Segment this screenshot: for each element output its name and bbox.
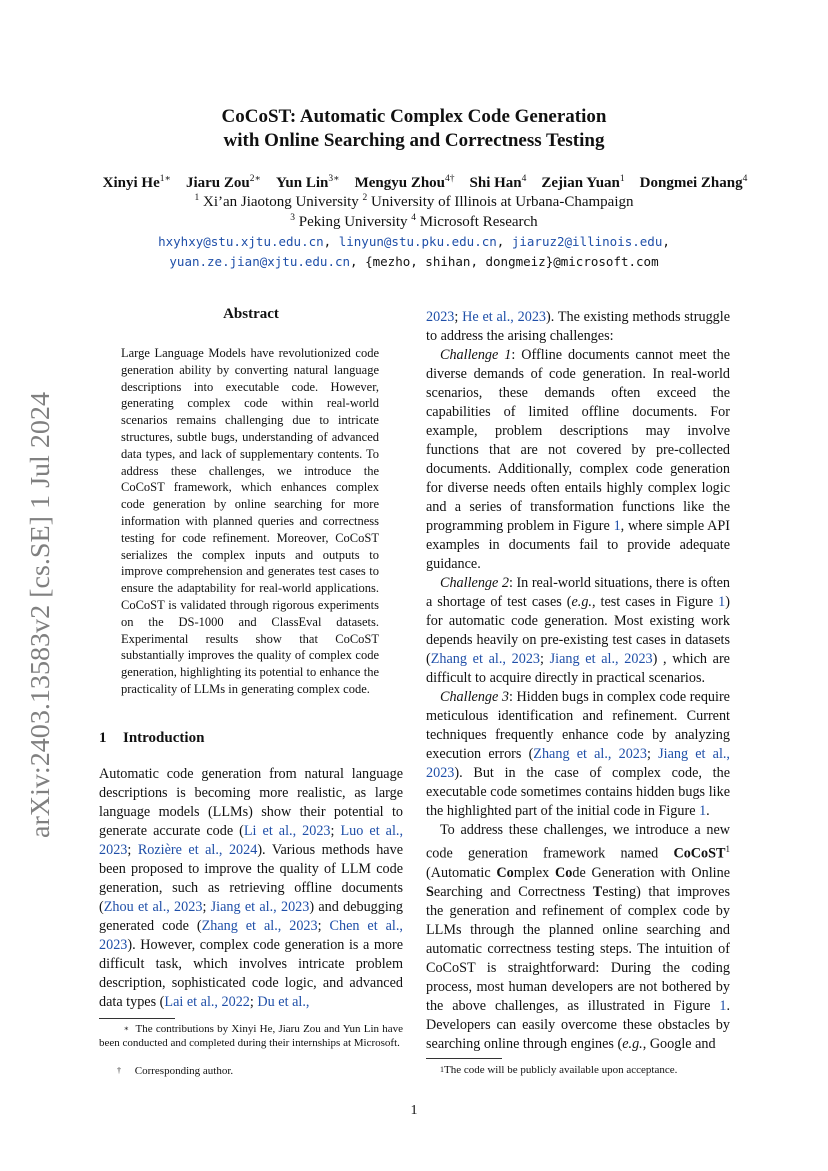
abstract-heading: Abstract xyxy=(223,306,279,322)
citation-link[interactable]: Zhang et al., 2023 xyxy=(430,651,541,667)
author-name: Jiaru Zou xyxy=(185,175,250,191)
author-name: Shi Han xyxy=(469,175,522,191)
footnote-ref[interactable]: 1 xyxy=(725,844,730,854)
author-mark: 2∗ xyxy=(249,174,261,184)
affiliation-line-2 xyxy=(0,213,828,231)
bold-text: CoCoST xyxy=(673,845,726,862)
separator: , xyxy=(323,234,339,249)
affil-text: Xi’an Jiaotong University xyxy=(199,194,363,210)
affil-mark: 2 xyxy=(362,193,368,203)
footnote-text: The code will be publicly available upon acceptance. xyxy=(444,1064,678,1076)
italic-text: Challenge 3 xyxy=(440,689,510,705)
author-list xyxy=(40,173,810,192)
affil-text: Microsoft Research xyxy=(416,214,538,230)
citation-link[interactable]: 1 xyxy=(718,594,726,610)
affil-text: University of Illinois at Urbana-Champaign xyxy=(367,194,634,210)
author-name: Zejian Yuan xyxy=(541,175,620,191)
author xyxy=(186,175,261,191)
footnote-corresponding xyxy=(99,1064,403,1078)
email-line-2 xyxy=(0,254,828,269)
title-line-2: with Online Searching and Correctness Testing xyxy=(223,130,605,151)
separator: , xyxy=(662,234,670,249)
left-column xyxy=(99,765,403,1012)
paragraph-challenge-1: Challenge 1: Offline documents cannot meet the diverse demands of code generation. In real-world scenarios, these demands often exceed the capabilities of limited offline documents. For example, problem descriptions may involve functions that are not covered by pre-collected documents. Additionally, complex code generation for diverse needs often entails highly complex logic and a series of transformation functions like the programming problem in Figure 1, where simple API examples in documents fail to provide adequate guidance. xyxy=(426,347,730,572)
author xyxy=(640,175,748,191)
citation-link[interactable]: Zhang et al., 2023 xyxy=(201,918,318,934)
affil-mark: 4 xyxy=(411,213,417,223)
author-name: Yun Lin xyxy=(275,175,329,191)
footnote-rule-left xyxy=(99,1018,175,1019)
citation-link[interactable]: 1 xyxy=(699,803,707,819)
paper-title xyxy=(0,105,828,153)
title-line-1: CoCoST: Automatic Complex Code Generation xyxy=(221,106,607,127)
email-group: {mezho, shihan, dongmeiz}@microsoft.com xyxy=(365,254,659,269)
citation-link[interactable]: Zhou et al., 2023 xyxy=(103,899,203,915)
citation-link[interactable]: 2023 xyxy=(426,309,455,325)
paragraph-challenge-3: Challenge 3: Hidden bugs in complex code require meticulous identification and refinement. Current techniques frequently enhance code by analyzing execution errors (Zhang et al., 2023; Jiang et al., 2023). But in the case of complex code, the executable code sometimes contains hidden bugs like the highlighted part of the initial code in Figure 1. xyxy=(426,689,730,819)
citation-link[interactable]: Rozière et al., 2024 xyxy=(137,842,258,858)
arxiv-stamp xyxy=(27,392,57,838)
citation-link[interactable]: Jiang et al., 2023 xyxy=(210,899,310,915)
paragraph-challenge-2: Challenge 2: In real-world situations, there is often a shortage of test cases (e.g., test cases in Figure 1) for automatic code generation. Most existing work depends heavily on pre-existing test cases in datasets (Zhang et al., 2023; Jiang et al., 2023) , which are difficult to acquire directly in practical scenarios. xyxy=(426,575,730,686)
paragraph-cocost: To address these challenges, we introduce a new code generation framework named CoCoST$^1$ (Automatic Complex Code Generation with Online Searching and Correctness Testing) that improves the generation and refinement of complex code by LLMs through the planned online searching and automatic correctness testing steps. The intuition of CoCoST is straightforward: During the coding process, most human developers are not bothered by the above challenges, as illustrated in Figure 1. Developers can easily overcome these obstacles by searching online through engines (e.g., Google and xyxy=(426,822,730,1052)
separator: , xyxy=(496,234,512,249)
citation-link[interactable]: He et al., 2023 xyxy=(462,309,547,325)
author xyxy=(541,175,624,191)
author-mark: 1∗ xyxy=(159,174,171,184)
right-column xyxy=(426,308,730,1054)
author xyxy=(276,175,340,191)
email-line-1 xyxy=(0,234,828,249)
citation-link[interactable]: Li et al., 2023 xyxy=(243,823,331,839)
citation-link[interactable]: 1 xyxy=(613,518,621,534)
author-mark: 4† xyxy=(445,174,455,184)
author xyxy=(355,175,455,191)
bold-text: Co xyxy=(496,864,514,881)
citation-link[interactable]: 1 xyxy=(719,997,727,1014)
intro-paragraph-1: Automatic code generation from natural language descriptions is becoming more realistic, as large language models (LLMs) show their potential to generate accurate code (Li et al., 2023; Luo et al., 2023; Rozière et al., 2024). Various methods have been proposed to improve the quality of LLM code generation, such as retrieving offline documents (Zhou et al., 2023; Jiang et al., 2023) and debugging generated code (Zhang et al., 2023; Chen et al., 2023). However, complex code generation is a more difficult task, which involves intricate problem description, sophisticated code logic, and advanced data types (Lai et al., 2022; Du et al., xyxy=(99,766,403,1010)
footnote-text: The contributions by Xinyi He, Jiaru Zou and Yun Lin have been conducted and completed during their internships at Microsoft. xyxy=(99,1023,404,1049)
affil-mark: 1 xyxy=(194,193,200,203)
author-mark: 4 xyxy=(742,174,748,184)
italic-text: e.g. xyxy=(571,594,592,610)
citation-link[interactable]: Du et al., xyxy=(257,994,310,1010)
affil-mark: 3 xyxy=(290,213,296,223)
abstract-body: Large Language Models have revolutionized code generation ability by converting natural language descriptions into executable code. However, generating complex code within real-world scenarios remains challenging due to intricate structures, subtle bugs, understanding of advanced data types, and lack of supplementary contents. To address these challenges, we introduce the CoCoST framework, which enhances complex code generation by online searching for more information with planned queries and correctness testing for code refinement. Moreover, CoCoST serializes the complex inputs and outputs to improve comprehension and generates test cases to ensure the adaptability for real-world applications. CoCoST is validated through rigorous experiments on the DS-1000 and ClassEval datasets. Experimental results show that CoCoST substantially improves the quality of complex code generation, highlighting its potential to enhance the practicality of LLMs in generating complex code. xyxy=(121,346,379,696)
affiliation-line-1 xyxy=(0,193,828,211)
footnote-mark: 1 xyxy=(440,1065,444,1074)
footnote-mark: ∗ xyxy=(123,1024,129,1033)
citation-link[interactable]: Lai et al., 2022 xyxy=(164,994,250,1010)
author-mark: 1 xyxy=(619,174,625,184)
email-link[interactable]: hxyhxy@stu.xjtu.edu.cn xyxy=(158,234,324,249)
author-name: Mengyu Zhou xyxy=(354,175,446,191)
email-link[interactable]: yuan.ze.jian@xjtu.edu.cn xyxy=(169,254,351,269)
italic-text: e.g. xyxy=(622,1035,643,1052)
email-link[interactable]: jiaruz2@illinois.edu xyxy=(511,234,663,249)
paragraph-intro-cont: 2023; He et al., 2023). The existing methods struggle to address the arising challenges: xyxy=(426,309,730,344)
author-mark: 4 xyxy=(521,174,527,184)
author xyxy=(103,175,171,191)
italic-text: Challenge 2 xyxy=(440,575,509,591)
footnote-rule-right xyxy=(426,1058,502,1059)
footnote-mark: † xyxy=(117,1066,121,1075)
author xyxy=(470,175,527,191)
author-mark: 3∗ xyxy=(328,174,340,184)
author-name: Xinyi He xyxy=(102,175,160,191)
section-heading-introduction xyxy=(99,730,204,747)
italic-text: Challenge 1 xyxy=(440,347,512,363)
footnote-text: Corresponding author. xyxy=(134,1065,234,1077)
citation-link[interactable]: Jiang et al., 2023 xyxy=(549,651,653,667)
bold-text: Co xyxy=(555,864,573,881)
arxiv-stamp-text: arXiv:2403.13583v2 [cs.SE] 1 Jul 2024 xyxy=(25,409,55,838)
section-number: 1 xyxy=(99,730,107,746)
citation-link[interactable]: Luo et al., 2023 xyxy=(99,823,403,858)
citation-link[interactable]: Jiang et al., 2023 xyxy=(426,746,730,781)
page-number: 1 xyxy=(410,1103,418,1118)
citation-link[interactable]: Chen et al., 2023 xyxy=(99,918,403,953)
separator: , xyxy=(350,254,366,269)
footnote-code-availability xyxy=(426,1063,730,1077)
author-name: Dongmei Zhang xyxy=(639,175,743,191)
citation-link[interactable]: Zhang et al., 2023 xyxy=(533,746,647,762)
section-title: Introduction xyxy=(123,730,205,746)
bold-text: S xyxy=(426,883,434,900)
affil-text: Peking University xyxy=(295,214,412,230)
arxiv-stamp-svg xyxy=(27,392,57,838)
footnote-contributions xyxy=(99,1022,403,1050)
email-link[interactable]: linyun@stu.pku.edu.cn xyxy=(338,234,497,249)
bold-text: T xyxy=(592,883,603,900)
